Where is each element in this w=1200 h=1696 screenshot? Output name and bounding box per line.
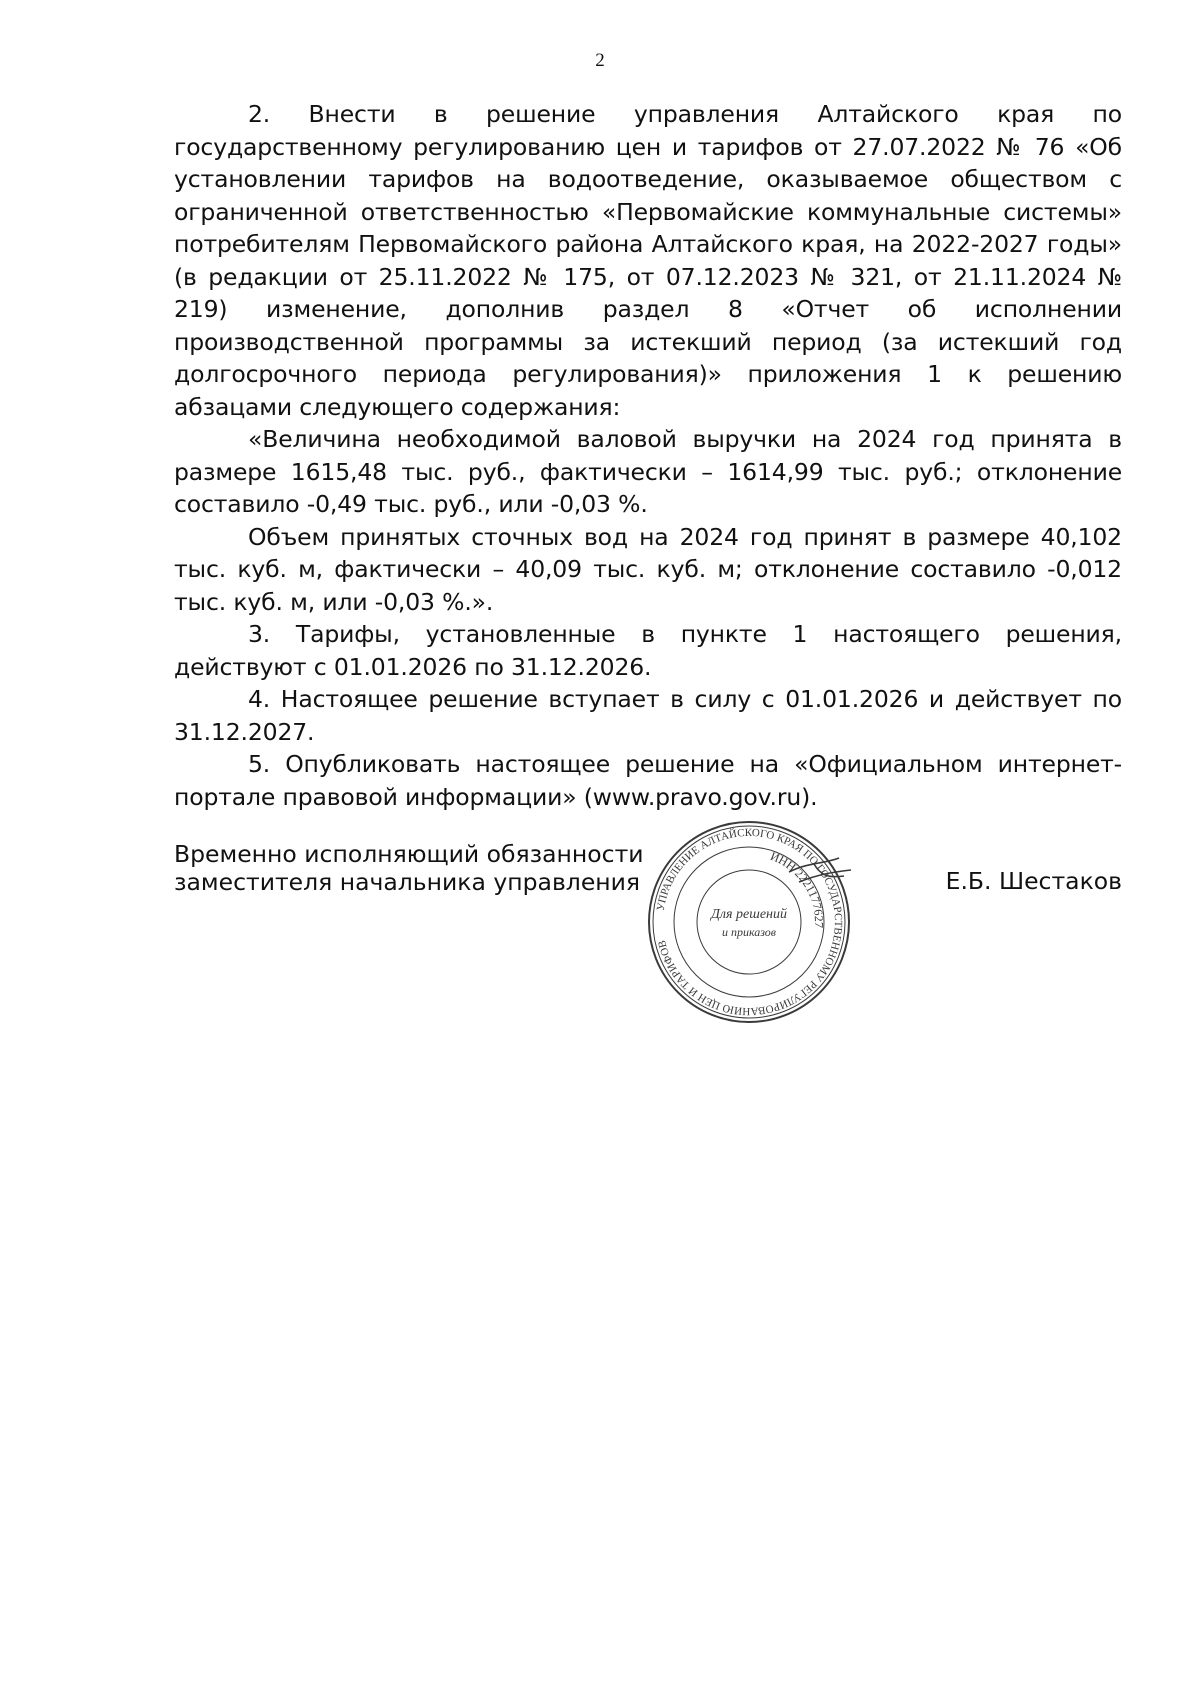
signer-position-line-2: заместителя начальника управления xyxy=(174,868,641,896)
signer-name: Е.Б. Шестаков xyxy=(945,867,1122,895)
page-number: 2 xyxy=(595,50,605,71)
seal-inner-ring xyxy=(697,870,801,974)
signer-position xyxy=(174,840,644,896)
signature-block xyxy=(174,826,1122,1060)
signer-position-line-1: Временно исполняющий обязанности xyxy=(174,840,644,868)
seal-inn-text: ИНН 2221177627 xyxy=(768,848,827,929)
paragraph-item-4: 4. Настоящее решение вступает в силу с 01.01.2026 и действует по 31.12.2027. xyxy=(174,685,1122,746)
seal-outer-text: УПРАВЛЕНИЕ АЛТАЙСКОГО КРАЯ ПО ГОСУДАРСТВЕННОМУ РЕГУЛИРОВАНИЮ ЦЕН И ТАРИФОВ xyxy=(654,826,845,1018)
paragraph-item-5: 5. Опубликовать настоящее решение на «Официальном интернет-портале правовой информации» (www.pravo.gov.ru). xyxy=(174,750,1122,811)
paragraph-item-3: 3. Тарифы, установленные в пункте 1 настоящего решения, действуют с 01.01.2026 по 31.12.2026. xyxy=(174,620,1122,681)
official-seal xyxy=(639,812,859,1032)
seal-center-line-1: Для решений xyxy=(711,907,787,922)
seal-center-line-2: и приказов xyxy=(721,925,777,939)
seal-graphic xyxy=(639,812,859,1032)
paragraph-quote-wastewater: Объем принятых сточных вод на 2024 год принят в размере 40,102 тыс. куб. м, фактически – 40,09 тыс. куб. м; отклонение составило -0,012 тыс. куб. м, или -0,03 %.». xyxy=(174,522,1122,616)
paragraph-quote-revenue: «Величина необходимой валовой выручки на 2024 год принята в размере 1615,48 тыс. руб., фактически – 1614,99 тыс. руб.; отклонение составило -0,49 тыс. руб., или -0,03 %. xyxy=(174,425,1122,518)
document-body xyxy=(174,98,1122,813)
paragraph-item-2: 2. Внести в решение управления Алтайского края по государственному регулированию цен и тарифов от 27.07.2022 № 76 «Об установлении тарифов на водоотведение, оказываемое обществом с ограниченной ответственностью «Первомайские коммунальные системы» потребителям Первомайского района Алтайского края, на 2022-2027 годы» (в редакции от 25.11.2022 № 175, от 07.12.2023 № 321, от 21.11.2024 № 219) изменение, дополнив раздел 8 «Отчет об исполнении производственной программы за истекший период (за истекший год долгосрочного периода регулирования)» приложения 1 к решению абзацами следующего содержания: xyxy=(174,100,1122,421)
